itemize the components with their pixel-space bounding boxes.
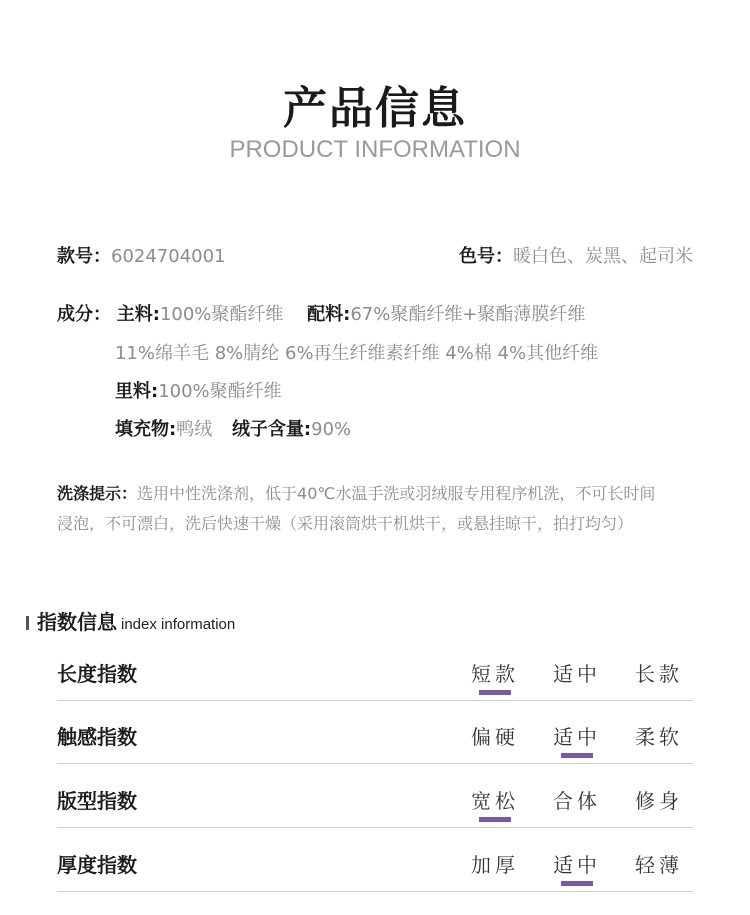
- index-title-zh: 指数信息: [37, 610, 117, 634]
- selected-marker: [561, 881, 593, 886]
- composition-row: [57, 300, 585, 326]
- index-row-name: 触感指数: [57, 725, 137, 749]
- aux-value-line2: 11%绵羊毛 8%腈纶 6%再生纤维素纤维 4%棉 4%其他纤维: [115, 343, 599, 364]
- index-option: 长款: [635, 662, 683, 686]
- index-option: 柔软: [635, 725, 683, 749]
- lining-label: 里料:: [115, 381, 159, 402]
- index-option: 适中: [553, 662, 601, 686]
- index-row: [57, 713, 693, 777]
- index-row-name: 版型指数: [57, 789, 137, 813]
- filling-value: 鸭绒: [176, 419, 213, 440]
- row-divider: [57, 763, 693, 764]
- index-option: 加厚: [471, 853, 519, 877]
- index-option: 适中: [553, 725, 601, 749]
- index-option: 偏硬: [471, 725, 519, 749]
- wash-line-1: 选用中性洗涤剂，低于40℃水温手洗或羽绒服专用程序机洗，不可长时间: [137, 484, 656, 503]
- selected-marker: [479, 690, 511, 695]
- row-divider: [57, 891, 693, 892]
- index-option: 宽松: [471, 789, 519, 813]
- color-label: 色号：: [459, 246, 513, 267]
- wash-row-1: [57, 481, 655, 504]
- index-title-en: index information: [121, 616, 236, 633]
- index-option: 轻薄: [635, 853, 683, 877]
- index-row: [57, 650, 693, 714]
- index-option: 合体: [553, 789, 601, 813]
- model-value: 6024704001: [111, 246, 226, 267]
- page-subtitle: PRODUCT INFORMATION: [229, 136, 521, 163]
- filling-label: 填充物:: [115, 419, 177, 440]
- model-row: [57, 242, 226, 268]
- index-row-name: 厚度指数: [57, 853, 137, 877]
- page-title: 产品信息: [283, 83, 467, 134]
- down-value: 90%: [311, 419, 352, 440]
- wash-label: 洗涤提示：: [57, 484, 138, 503]
- index-option: 适中: [553, 853, 601, 877]
- selected-marker: [561, 753, 593, 758]
- main-label: 主料:: [116, 304, 160, 325]
- wash-line-2: 浸泡，不可漂白，洗后快速干燥（采用滚筒烘干机烘干，或悬挂晾干，拍打均匀）: [57, 514, 634, 533]
- color-row: [459, 242, 693, 268]
- lining-value: 100%聚酯纤维: [158, 381, 282, 402]
- aux-value: 67%聚酯纤维+聚酯薄膜纤维: [350, 304, 586, 325]
- main-value: 100%聚酯纤维: [159, 304, 284, 325]
- index-option: 短款: [471, 662, 519, 686]
- section-bar-icon: [26, 616, 29, 630]
- index-section-header: [26, 606, 235, 635]
- index-row-name: 长度指数: [57, 662, 137, 686]
- row-divider: [57, 827, 693, 828]
- index-row: [57, 841, 693, 905]
- down-label: 绒子含量:: [231, 419, 312, 440]
- lining-row: [115, 377, 282, 403]
- index-option: 修身: [635, 789, 683, 813]
- model-label: 款号：: [57, 246, 111, 267]
- row-divider: [57, 700, 693, 701]
- selected-marker: [479, 817, 511, 822]
- index-row: [57, 777, 693, 841]
- composition-label: 成分：: [57, 304, 111, 325]
- filling-row: [115, 415, 351, 441]
- aux-label: 配料:: [307, 304, 351, 325]
- color-value: 暖白色、炭黑、起司米: [513, 246, 693, 267]
